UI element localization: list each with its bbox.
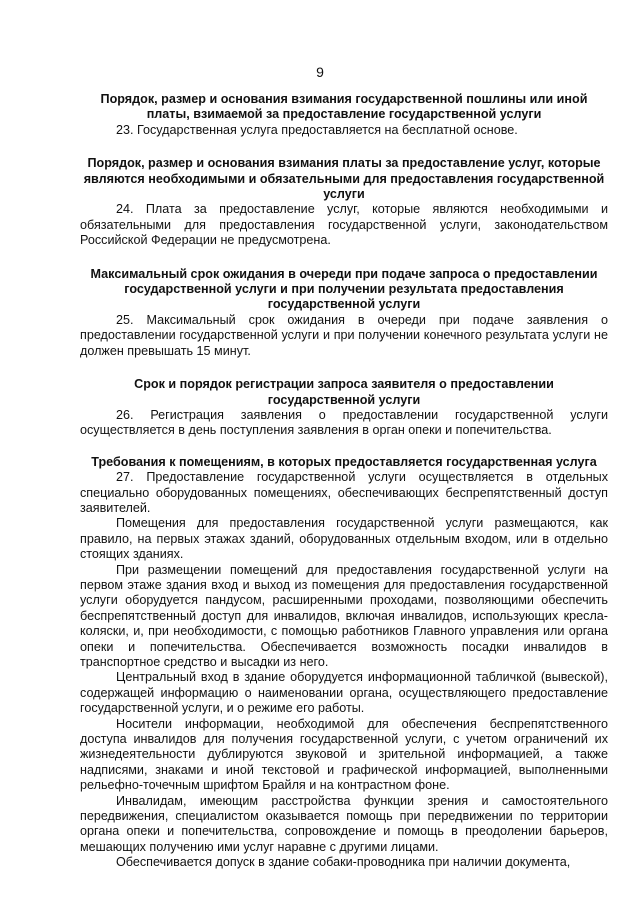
section-heading: Максимальный срок ожидания в очереди при подаче запроса о предоставлении государственной услуги и при получении результата предоставления государственной услуги bbox=[90, 266, 598, 312]
paragraph-ground-floor-access: При размещении помещений для предоставления государственной услуги на первом этаже здания вход и выход из помещения для предоставления государственной услуги оборудуется пандусом, расширенными проходами, позволяющими обеспечить беспрепятственный доступ для инвалидов, включая инвалидов, использующих кресла-коляски, и, при необходимости, с помощью работников Главного управления или органа опеки и попечительства. Обеспечивается возможность посадки инвалидов в транспортное средство и высадки из него. bbox=[80, 562, 608, 669]
page-number: 9 bbox=[316, 64, 324, 80]
section-premises bbox=[80, 455, 608, 871]
paragraph-information-media: Носители информации, необходимой для обеспечения беспрепятственного доступа инвалидов для получения государственной услуги, с учетом ограничений их жизнедеятельности дублируются звуковой и зрительной информацией, а также надписями, знаками и иной текстовой и графической информацией, выполненными рельефно-точечным шрифтом Брайля и на контрастном фоне. bbox=[80, 716, 608, 793]
section-heading: Порядок, размер и основания взимания платы за предоставление услуг, которые являются необходимыми и обязательными для предоставления государственной услуги bbox=[83, 156, 605, 202]
paragraph-assistance: Инвалидам, имеющим расстройства функции зрения и самостоятельного передвижения, специалистом оказывается помощь при передвижении по территории органа опеки и попечительства, сопровождение и помощь в преодолении барьеров, мешающих получению ими услуг наравне с другими лицами. bbox=[80, 793, 608, 854]
section-heading: Порядок, размер и основания взимания государственной пошлины или иной платы, взимаемой за предоставление государственной услуги bbox=[100, 92, 588, 122]
section-queue-time bbox=[80, 267, 608, 359]
paragraph-24: 24. Плата за предоставление услуг, которые являются необходимыми и обязательными для предоставления государственной услуги, законодательством Российской Федерации не предусмотрена. bbox=[80, 202, 608, 248]
document-body bbox=[80, 92, 608, 871]
paragraph-25: 25. Максимальный срок ожидания в очереди при подаче заявления о предоставлении государственной услуги и при получении конечного результата услуги не должен превышать 15 минут. bbox=[80, 312, 608, 358]
section-registration bbox=[80, 377, 608, 439]
paragraph-26: 26. Регистрация заявления о предоставлении государственной услуги осуществляется в день поступления заявления в орган опеки и попечительства. bbox=[80, 407, 608, 438]
paragraph-27: 27. Предоставление государственной услуги осуществляется в отдельных специально оборудованных помещениях, обеспечивающих беспрепятственный доступ заявителей. bbox=[80, 470, 608, 515]
section-heading: Срок и порядок регистрации запроса заявителя о предоставлении государственной услуги bbox=[134, 377, 554, 407]
section-service-fees bbox=[80, 156, 608, 248]
paragraph-premises-location: Помещения для предоставления государственной услуги размещаются, как правило, на первых этажах зданий, оборудованных отдельным входом, или в отдельно стоящих зданиях. bbox=[80, 516, 608, 562]
paragraph-23: 23. Государственная услуга предоставляется на бесплатной основе. bbox=[116, 122, 518, 137]
section-state-duty bbox=[80, 92, 608, 138]
paragraph-guide-dog: Обеспечивается допуск в здание собаки-проводника при наличии документа, bbox=[116, 855, 571, 870]
section-heading: Требования к помещениям, в которых предоставляется государственная услуга bbox=[91, 454, 597, 469]
paragraph-entrance-sign: Центральный вход в здание оборудуется информационной табличкой (вывеской), содержащей информацию о наименовании органа, осуществляющего предоставление государственной услуги, и о режиме его работы. bbox=[80, 670, 608, 716]
